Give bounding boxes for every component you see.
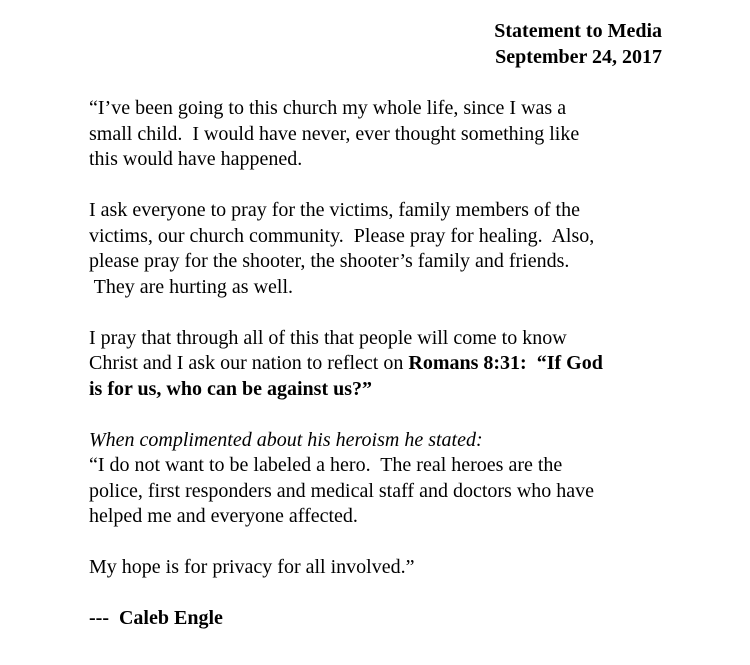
text-line: I pray that through all of this that people will come to know bbox=[89, 326, 567, 349]
text-line bbox=[89, 351, 709, 377]
paragraph-heroism bbox=[89, 428, 709, 530]
heroism-intro: When complimented about his heroism he stated: bbox=[89, 428, 483, 451]
text-line: victims, our church community. Please pray for healing. Also, bbox=[89, 224, 595, 247]
scripture-reference: Romans 8:31: “If God bbox=[408, 352, 603, 374]
document-date: September 24, 2017 bbox=[495, 46, 662, 68]
paragraph-prayer-request bbox=[89, 198, 709, 300]
statement-body bbox=[89, 96, 709, 632]
document-title: Statement to Media bbox=[494, 20, 662, 42]
document-header bbox=[494, 18, 662, 70]
text-line: this would have happened. bbox=[89, 148, 303, 170]
text-line: My hope is for privacy for all involved.” bbox=[89, 556, 415, 578]
text-line: I ask everyone to pray for the victims, family members of the bbox=[89, 199, 580, 221]
signature: --- Caleb Engle bbox=[89, 607, 223, 629]
paragraph-childhood bbox=[89, 96, 709, 173]
text-line: small child. I would have never, ever thought something like bbox=[89, 122, 580, 145]
paragraph-privacy bbox=[89, 555, 709, 581]
text-line: police, first responders and medical staff and doctors who have bbox=[89, 479, 595, 502]
text-line: please pray for the shooter, the shooter’s family and friends. bbox=[89, 250, 570, 272]
scripture-quote: is for us, who can be against us?” bbox=[89, 377, 373, 400]
text-line: They are hurting as well. bbox=[89, 275, 294, 298]
text-line: helped me and everyone affected. bbox=[89, 505, 358, 527]
text-line: “I’ve been going to this church my whole life, since I was a bbox=[89, 97, 567, 119]
text-line: “I do not want to be labeled a hero. The real heroes are the bbox=[89, 454, 563, 476]
text-segment: Christ and I ask our nation to reflect on bbox=[89, 352, 409, 374]
paragraph-scripture bbox=[89, 326, 709, 403]
